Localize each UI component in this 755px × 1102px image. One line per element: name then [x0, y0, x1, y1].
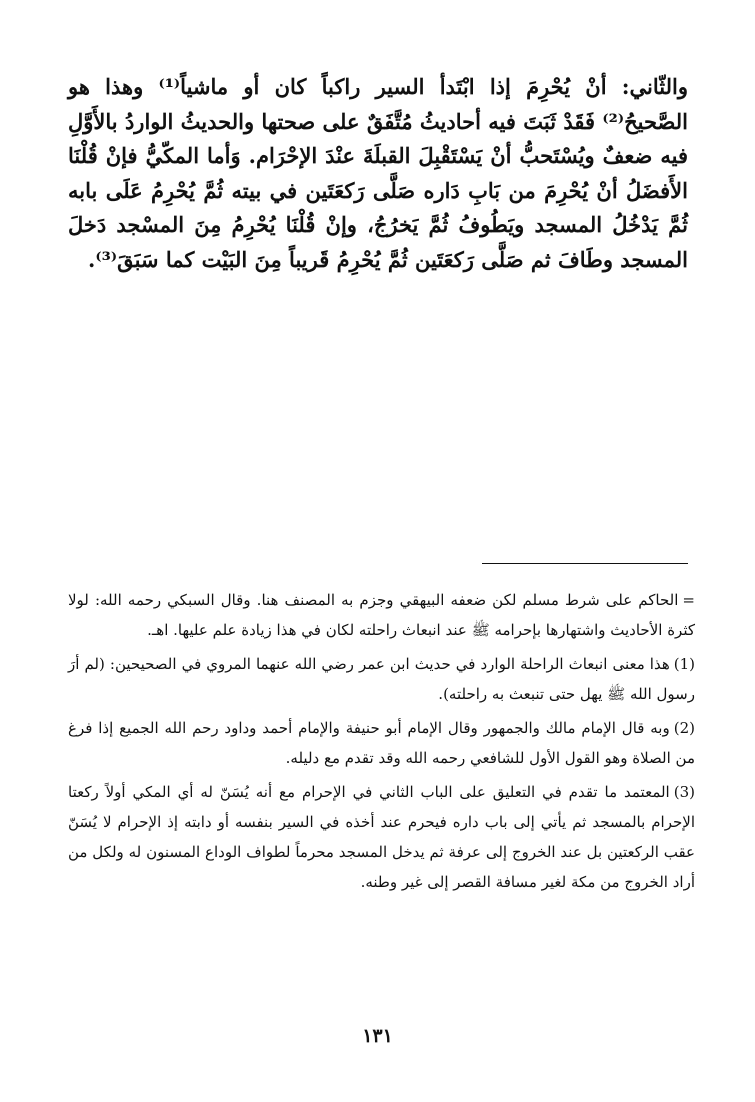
footnote-number: (2)	[673, 719, 695, 737]
page-number: ١٣١	[362, 1025, 393, 1047]
footnote-2	[68, 713, 695, 773]
footnote-text: وبه قال الإمام مالك والجمهور وقال الإمام أبو حنيفة والإمام أحمد وداود رحم الله الجميع إذا فرغ من الصلاة وهو القول الأول للشافعي رحمه الله وقد تقدم مع دليله.	[68, 719, 695, 767]
main-paragraph: والثّاني: أنْ يُحْرِمَ إذا ابْتَدأ السير راكباً كان أو ماشياً⁽¹⁾ وهذا هو الصَّحيحُ⁽²⁾ فَقَدْ ثَبَتَ فيه أحاديثُ مُتَّفَقٌ على صحتها والحديثُ الواردُ بالأَوَّلِ فيه ضعفٌ ويُسْتَحبُّ أنْ يَسْتَقْبِلَ القبلَةَ عنْدَ الإحْرَام. وَأما المكّيُّ فإنْ قُلْنَا الأَفضَلُ أنْ يُحْرِمَ من بَابِ دَاره صَلَّى رَكعَتَين في بيته ثُمَّ يُحْرِمُ عَلَى بابه ثُمَّ يَدْخُلُ المسجد ويَطُوفُ ثُمَّ يَخرُجُ، وإنْ قُلْنَا يُحْرِمُ مِنَ المسْجد دَخلَ المسجد وطَافَ ثم صَلَّى رَكعَتَين ثُمَّ يُحْرِمُ قَريباً مِنَ البَيْت كما سَبَقَ⁽³⁾.	[68, 74, 688, 272]
footnote-continuation-text: الحاكم على شرط مسلم لكن ضعفه البيهقي وجزم به المصنف هنا. وقال السبكي رحمه الله: لولا كثرة الأحاديث واشتهارها بإحرامه ﷺ عند انبعاث راحلته لكان في هذا زيادة علم عليها. اهـ.	[68, 591, 695, 639]
footnote-separator	[482, 563, 688, 564]
footnote-continuation	[68, 585, 695, 645]
footnotes-block	[68, 585, 695, 901]
main-text-block	[68, 70, 688, 277]
footnote-text: المعتمد ما تقدم في التعليق على الباب الثاني في الإحرام مع أنه يُسَنّ له أي المكي أولاً ركعتا الإحرام بالمسجد ثم يأتي إلى باب داره فيحرم عند أخذه في السير بنفسه أو دابته إذ الإحرام لا يُسَنّ عقب الركعتين بل عند الخروج إلى عرفة ثم يدخل المسجد محرماً لطواف الوداع المسنون له ولكل من أراد الخروج من مكة لغير مسافة القصر إلى غير وطنه.	[68, 783, 695, 891]
continuation-mark: =	[682, 591, 695, 609]
footnote-number: (3)	[673, 783, 695, 801]
footnote-1	[68, 649, 695, 709]
footnote-text: هذا معنى انبعاث الراحلة الوارد في حديث ابن عمر رضي الله عنهما المروي في الصحيحين: (لم أرَ رسول الله ﷺ يهل حتى تنبعث به راحلته).	[68, 655, 695, 703]
footnote-number: (1)	[673, 655, 695, 673]
footnote-3	[68, 777, 695, 897]
